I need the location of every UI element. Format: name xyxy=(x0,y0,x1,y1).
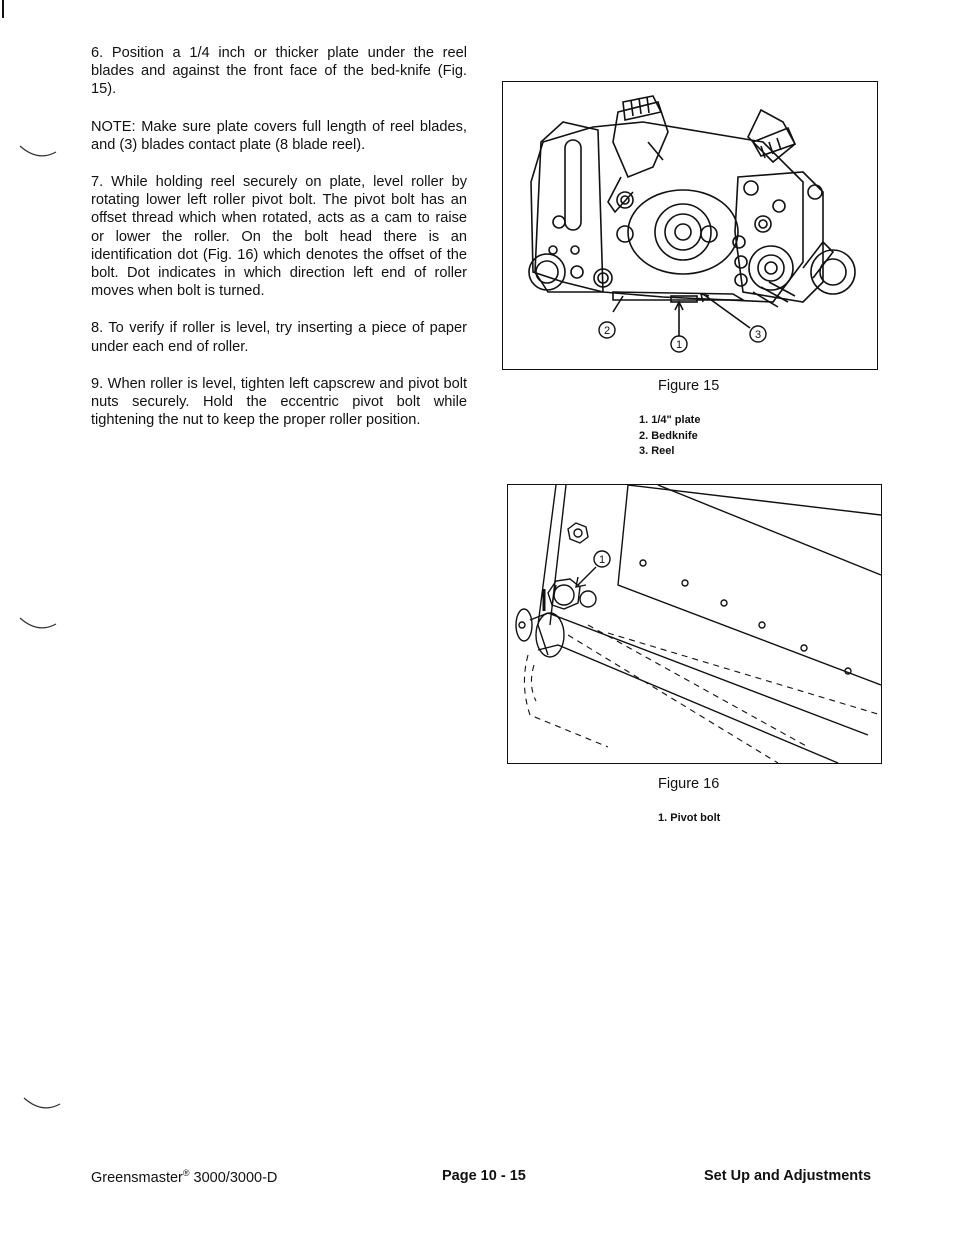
instruction-column xyxy=(91,44,467,448)
footer-section-title: Set Up and Adjustments xyxy=(704,1168,872,1184)
reel-assembly-drawing xyxy=(503,82,877,369)
pivot-bolt-drawing xyxy=(508,485,881,763)
footer-product xyxy=(91,1168,277,1186)
product-name: Greensmaster xyxy=(91,1169,183,1186)
legend-item-bedknife: 2. Bedknife xyxy=(639,429,698,442)
registered-mark: ® xyxy=(182,1168,190,1178)
step-7: 7. While holding reel securely on plate, level roller by rotating lower left roller pivot bolt. The pivot bolt has an offset thread which when rotated, acts as a cam to raise or lower the roller. On the bolt head there is an identification dot (Fig. 16) which denotes the offset of the bolt. Dot indicates in which direction left end of roller moves when bolt is turned. xyxy=(91,174,467,300)
margin-curve-1 xyxy=(18,140,58,160)
note: NOTE: Make sure plate covers full length of reel blades, and (3) blades contact plate (8 blade reel). xyxy=(91,118,467,153)
callout-1-label: 1 xyxy=(675,339,683,351)
callout-2-label: 2 xyxy=(603,325,611,337)
callout-3-label: 3 xyxy=(754,329,762,341)
figure-15-legend xyxy=(639,413,700,460)
step-9: 9. When roller is level, tighten left capscrew and pivot bolt nuts securely. Hold the eccentric pivot bolt while tightening the nut to keep the proper roller position. xyxy=(91,375,467,429)
callout-pivot-bolt-label: 1 xyxy=(598,554,606,566)
step-8: 8. To verify if roller is level, try inserting a piece of paper under each end of roller. xyxy=(91,320,467,355)
figure-16-caption: Figure 16 xyxy=(658,776,720,792)
product-model: 3000/3000-D xyxy=(189,1169,278,1186)
figure-16-legend xyxy=(658,811,720,827)
footer-page-number: Page 10 - 15 xyxy=(442,1168,526,1184)
margin-curve-3 xyxy=(22,1092,62,1112)
step-6: 6. Position a 1/4 inch or thicker plate under the reel blades and against the front face of the bed-knife (Fig. 15). xyxy=(91,45,467,98)
figure-15-illustration xyxy=(502,81,878,370)
margin-curve-2 xyxy=(18,612,58,632)
binding-mark-top xyxy=(0,0,6,20)
figure-15-caption: Figure 15 xyxy=(658,378,720,394)
legend-item-plate: 1. 1/4" plate xyxy=(639,414,701,426)
figure-16-illustration xyxy=(507,484,882,764)
legend-item-reel: 3. Reel xyxy=(639,445,675,458)
legend-item-pivot-bolt: 1. Pivot bolt xyxy=(658,812,721,824)
